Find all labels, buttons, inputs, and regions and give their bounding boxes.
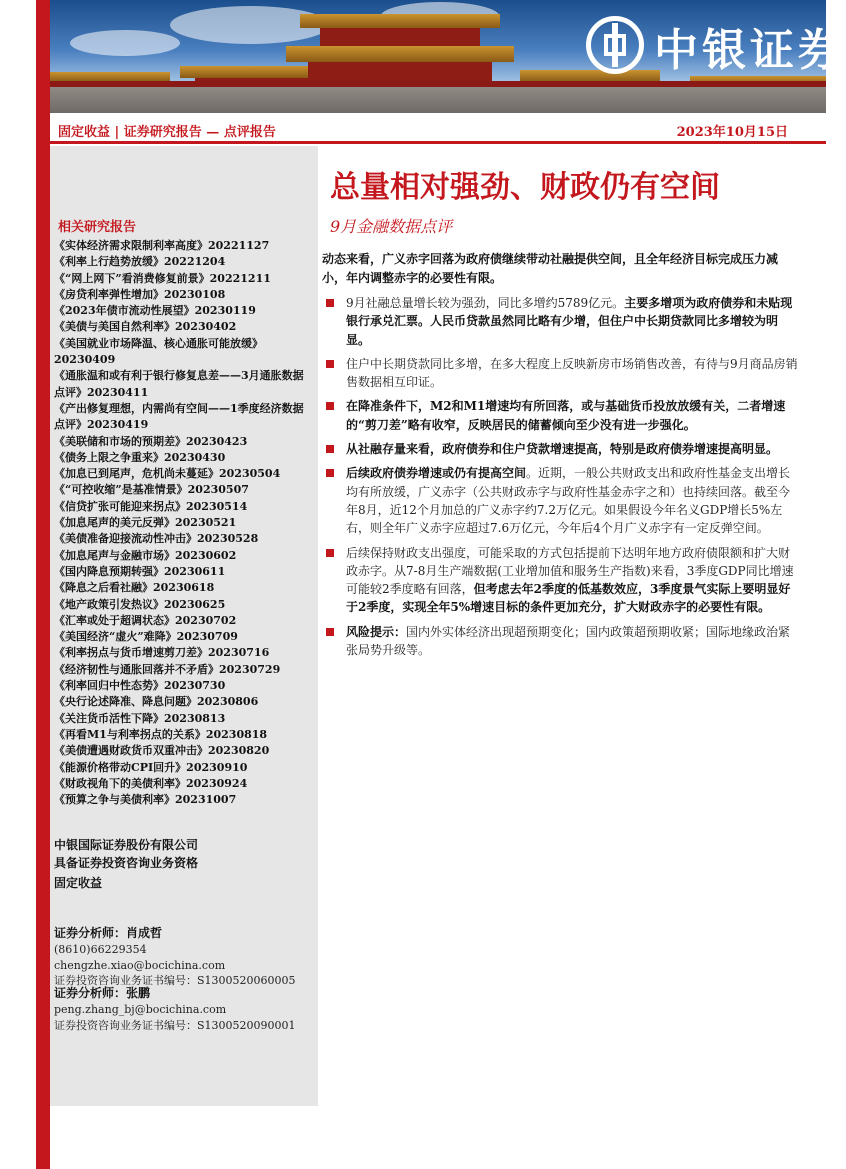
analyst-cert: 证券投资咨询业务证书编号：S1300520090001 [54, 1018, 296, 1032]
bullet-square-icon [326, 299, 334, 307]
related-report-item[interactable]: 《美债与美国自然利率》20230402 [54, 320, 237, 334]
key-point: 9月社融总量增长较为强劲，同比多增约5789亿元。主要多增项为政府债券和未贴现银行承兑汇票。人民币贷款虽然同比略有少增，但住户中长期贷款同比多增较为明显。 [322, 294, 798, 349]
related-report-item[interactable]: 《加息尾声的美元反弹》20230521 [54, 516, 237, 530]
related-report-item[interactable]: 《利率上行趋势放缓》20221204 [54, 255, 226, 269]
related-report-item[interactable]: 《降息之后看社融》20230618 [54, 581, 215, 595]
analyst-phone: (8610)66229354 [54, 943, 147, 956]
summary-paragraph: 动态来看，广义赤字回落为政府债继续带动社融提供空间，且全年经济目标完成压力减小，年内调整赤字的必要性有限。 [322, 252, 779, 285]
related-report-item[interactable]: 《国内降息预期转强》20230611 [54, 564, 226, 578]
key-point: 在降准条件下，M2和M1增速均有所回落，或与基础货币投放放缓有关，二者增速的“剪刀差”略有收窄，反映居民的储蓄倾向至少没有进一步强化。 [322, 397, 798, 434]
analyst-card [54, 924, 316, 989]
brand-name: 中银证券 [654, 25, 846, 76]
bullet-square-icon [326, 445, 334, 453]
analyst-email[interactable]: chengzhe.xiao@bocichina.com [54, 958, 226, 972]
analyst-email[interactable]: peng.zhang_bj@bocichina.com [54, 1003, 227, 1016]
bullet-square-icon [326, 469, 334, 477]
related-report-item[interactable]: 《能源价格带动CPI回升》20230910 [54, 760, 248, 774]
header-banner [50, 0, 846, 113]
related-report-item[interactable]: 《再看M1与利率拐点的关系》20230818 [54, 727, 268, 741]
analyst-cert: 证券投资咨询业务证书编号：S1300520060005 [54, 974, 296, 987]
related-report-item[interactable]: 《加息尾声与金融市场》20230602 [54, 548, 237, 562]
company-qualification: 具备证券投资咨询业务资格 [54, 856, 199, 870]
related-report-item[interactable]: 《汇率或处于超调状态》20230702 [54, 613, 237, 627]
department: 固定收益 [54, 876, 103, 890]
related-report-item[interactable]: 《债务上限之争重来》20230430 [54, 450, 226, 464]
key-points-list [322, 294, 798, 665]
report-category: 固定收益 | 证券研究报告 — 点评报告 [58, 125, 276, 140]
key-point: 住户中长期贷款同比多增，在多大程度上反映新房市场销售改善，有待与9月商品房销售数据相互印证。 [322, 355, 798, 392]
related-reports-title: 相关研究报告 [58, 220, 137, 235]
risk-warning: 风险提示：国内外实体经济出现超预期变化；国内政策超预期收紧；国际地缘政治紧张局势升级等。 [322, 623, 798, 660]
company-name: 中银国际证券股份有限公司 [54, 838, 199, 852]
report-subtitle: 9月金融数据点评 [330, 217, 453, 236]
key-point: 后续保持财政支出强度，可能采取的方式包括提前下达明年地方政府债限额和扩大财政赤字。从7-8月生产端数据(工业增加值和服务生产指数)来看，3季度GDP同比增速可能较2季度略有回落，但考虑去年2季度的低基数效应，3季度景气实际上要明显好于2季度，实现全年5%增速目标的条件更加充分，扩大财政赤字的必要性有限。 [322, 544, 798, 617]
report-title: 总量相对强劲、财政仍有空间 [330, 170, 720, 205]
bullet-square-icon [326, 360, 334, 368]
company-block [54, 836, 312, 872]
related-report-item[interactable]: 《加息已到尾声，危机尚未蔓延》20230504 [54, 467, 281, 481]
analyst-title: 证券分析师：张鹏 [54, 986, 151, 1000]
related-report-item[interactable]: 《房贷利率弹性增加》20230108 [54, 287, 226, 301]
brand-logo-icon [586, 16, 644, 74]
related-report-item[interactable]: 《“网上网下”看消费修复前景》20221211 [54, 271, 271, 285]
related-report-item[interactable]: 《利率拐点与货币增速剪刀差》20230716 [54, 646, 270, 660]
related-report-item[interactable]: 《关注货币活性下降》20230813 [54, 711, 226, 725]
bullet-square-icon [326, 402, 334, 410]
related-report-item[interactable]: 《美国就业市场降温、核心通胀可能放缓》20230409 [54, 336, 263, 367]
bullet-square-icon [326, 628, 334, 636]
related-report-item[interactable]: 《“可控收缩”是基准情景》20230507 [54, 483, 249, 497]
related-report-item[interactable]: 《美债准备迎接流动性冲击》20230528 [54, 532, 259, 546]
related-report-item[interactable]: 《信贷扩张可能迎来拐点》20230514 [54, 499, 248, 513]
left-red-stripe [0, 0, 50, 1169]
related-report-item[interactable]: 《美联储和市场的预期差》20230423 [54, 434, 248, 448]
report-date: 2023年10月15日 [676, 125, 788, 140]
related-report-item[interactable]: 《产出修复理想，内需尚有空间——1季度经济数据点评》20230419 [54, 401, 304, 432]
related-report-item[interactable]: 《通胀温和或有利于银行修复息差——3月通胀数据点评》20230411 [54, 369, 304, 399]
related-reports-list [54, 238, 312, 808]
related-report-item[interactable]: 《地产政策引发热议》20230625 [54, 597, 226, 611]
related-report-item[interactable]: 《美债遭遇财政货币双重冲击》20230820 [54, 744, 270, 758]
related-report-item[interactable]: 《美国经济“虚火”难降》20230709 [54, 630, 238, 644]
related-report-item[interactable]: 《利率回归中性态势》20230730 [54, 679, 226, 693]
related-report-item[interactable]: 《经济韧性与通胀回落并不矛盾》20230729 [54, 662, 281, 676]
key-point: 后续政府债券增速或仍有提高空间。近期，一般公共财政支出和政府性基金支出增长均有所放缓，广义赤字（公共财政赤字与政府性基金赤字之和）也持续回落。截至今年8月，近12个月加总的广义赤字约7.2万亿元。如果假设今年名义GDP增长5%左右，则全年广义赤字应超过7.6万亿元，今年后4个月广义赤字有一定反弹空间。 [322, 464, 798, 537]
related-report-item[interactable]: 《实体经济需求限制利率高度》20221127 [54, 239, 270, 252]
bullet-square-icon [326, 549, 334, 557]
key-point: 从社融存量来看，政府债券和住户贷款增速提高，特别是政府债券增速提高明显。 [322, 440, 798, 458]
analyst-card [54, 984, 316, 1033]
related-report-item[interactable]: 《央行论述降准、降息问题》20230806 [54, 695, 259, 709]
analyst-title: 证券分析师：肖成哲 [54, 926, 163, 940]
related-report-item[interactable]: 《预算之争与美债利率》20231007 [54, 793, 237, 807]
report-category-bar [50, 114, 826, 144]
related-report-item[interactable]: 《财政视角下的美债利率》20230924 [54, 776, 248, 790]
related-report-item[interactable]: 《2023年债市流动性展望》20230119 [54, 304, 256, 318]
sidebar [50, 146, 318, 1106]
